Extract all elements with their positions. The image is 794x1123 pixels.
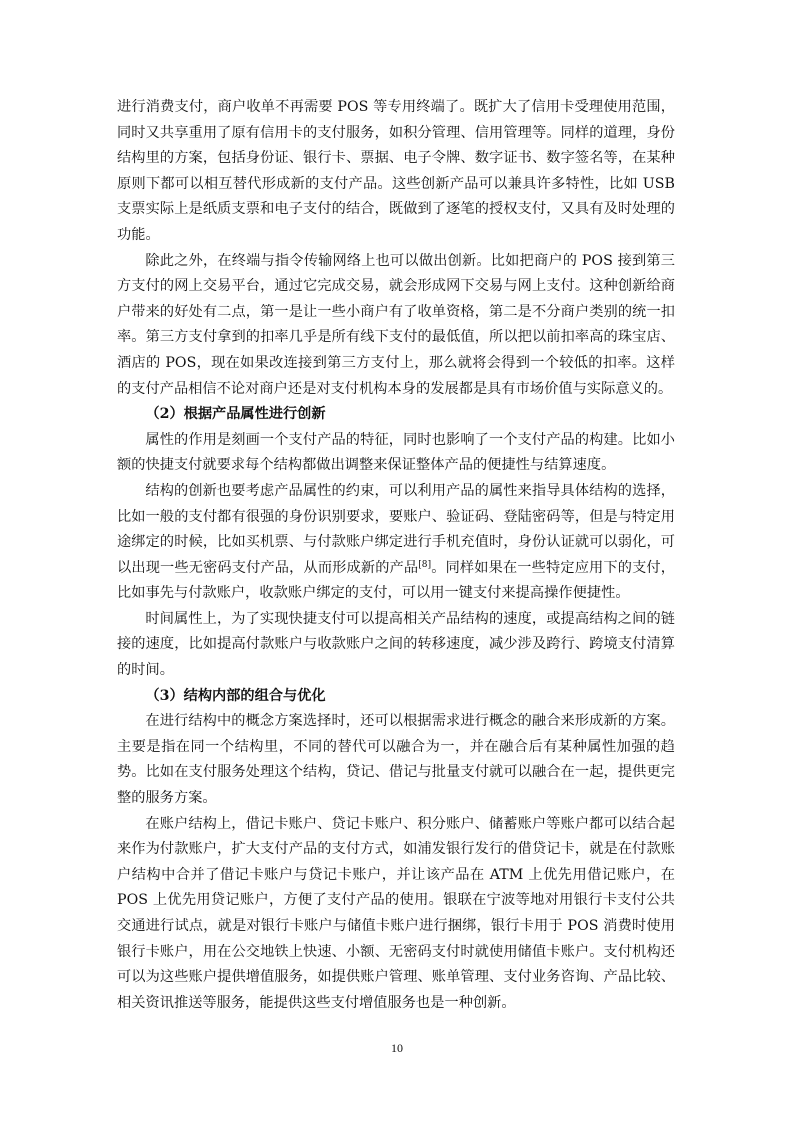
section-heading-3: （3）结构内部的组合与优化 [145, 687, 326, 704]
paragraph-6: 在进行结构中的概念方案选择时，还可以根据需求进行概念的融合来形成新的方案。主要是指在同一个结构里，不同的替代可以融合为一，并在融合后有某种属性加强的趋势。比如在支付服务处理这个结构，贷记、借记与批量支付就可以融合在一起，提供更完整的服务方案。 [117, 713, 675, 807]
document-body [117, 95, 675, 1016]
paragraph-4-text-b: 。同样如果在一些特定应用下的支付，比如事先与付款账户，收款账户绑定的支付，可以用一键支付来提高操作便捷性。 [117, 559, 675, 602]
page-number: 10 [391, 1041, 403, 1055]
paragraph-7: 在账户结构上，借记卡账户、贷记卡账户、积分账户、储蓄账户等账户都可以结合起来作为付款账户，扩大支付产品的支付方式，如浦发银行发行的借贷记卡，就是在付款账户结构中合并了借记卡账户与贷记卡账户，并让该产品在 ATM 上优先用借记账户，在 POS 上优先用贷记账户，方便了支付产品的使用。银联在宁波等地对用银行卡支付公共交通进行试点，就是对银行卡账户与储值卡账户进行捆绑，银行卡用于 POS 消费时使用银行卡账户，用在公交地铁上快速、小额、无密码支付时就使用储值卡账户。支付机构还可以为这些账户提供增值服务，如提供账户管理、账单管理、支付业务咨询、产品比较、相关资讯推送等服务，能提供这些支付增值服务也是一种创新。 [117, 815, 675, 1011]
paragraph-2: 除此之外，在终端与指令传输网络上也可以做出创新。比如把商户的 POS 接到第三方支付的网上交易平台，通过它完成交易，就会形成网下交易与网上支付。这种创新给商户带来的好处有二点，第一是让一些小商户有了收单资格，第二是不分商户类别的统一扣率。第三方支付拿到的扣率几乎是所有线下支付的最低值，所以把以前扣率高的珠宝店、酒店的 POS，现在如果改连接到第三方支付上，那么就将会得到一个较低的扣率。这样的支付产品相信不论对商户还是对支付机构本身的发展都是具有市场价值与实际意义的。 [117, 252, 675, 397]
paragraph-3: 属性的作用是刻画一个支付产品的特征，同时也影响了一个支付产品的构建。比如小额的快捷支付就要求每个结构都做出调整来保证整体产品的便捷性与结算速度。 [117, 431, 675, 474]
paragraph-4 [117, 479, 675, 607]
citation-8: [8] [418, 559, 432, 570]
paragraph-1: 进行消费支付，商户收单不再需要 POS 等专用终端了。既扩大了信用卡受理使用范围，同时又共享重用了原有信用卡的支付服务，如积分管理、信用管理等。同样的道理，身份结构里的方案，包括身份证、银行卡、票据、电子令牌、数字证书、数字签名等，在某种原则下都可以相互替代形成新的支付产品。这些创新产品可以兼具许多特性，比如 USB 支票实际上是纸质支票和电子支付的结合，既做到了逐笔的授权支付，又具有及时处理的功能。 [117, 99, 675, 243]
paragraph-4-text-a: 结构的创新也要考虑产品属性的约束，可以利用产品的属性来指导具体结构的选择，比如一般的支付都有很强的身份识别要求，要账户、验证码、登陆密码等，但是与特定用途绑定的时候，比如买机票、与付款账户绑定进行手机充值时，身份认证就可以弱化，可以出现一些无密码支付产品，从而形成新的产品 [117, 482, 675, 576]
paragraph-5: 时间属性上，为了实现快捷支付可以提高相关产品结构的速度，或提高结构之间的链接的速度，比如提高付款账户与收款账户之间的转移速度，减少涉及跨行、跨境支付清算的时间。 [117, 610, 675, 679]
section-heading-2: （2）根据产品属性进行创新 [145, 406, 326, 423]
